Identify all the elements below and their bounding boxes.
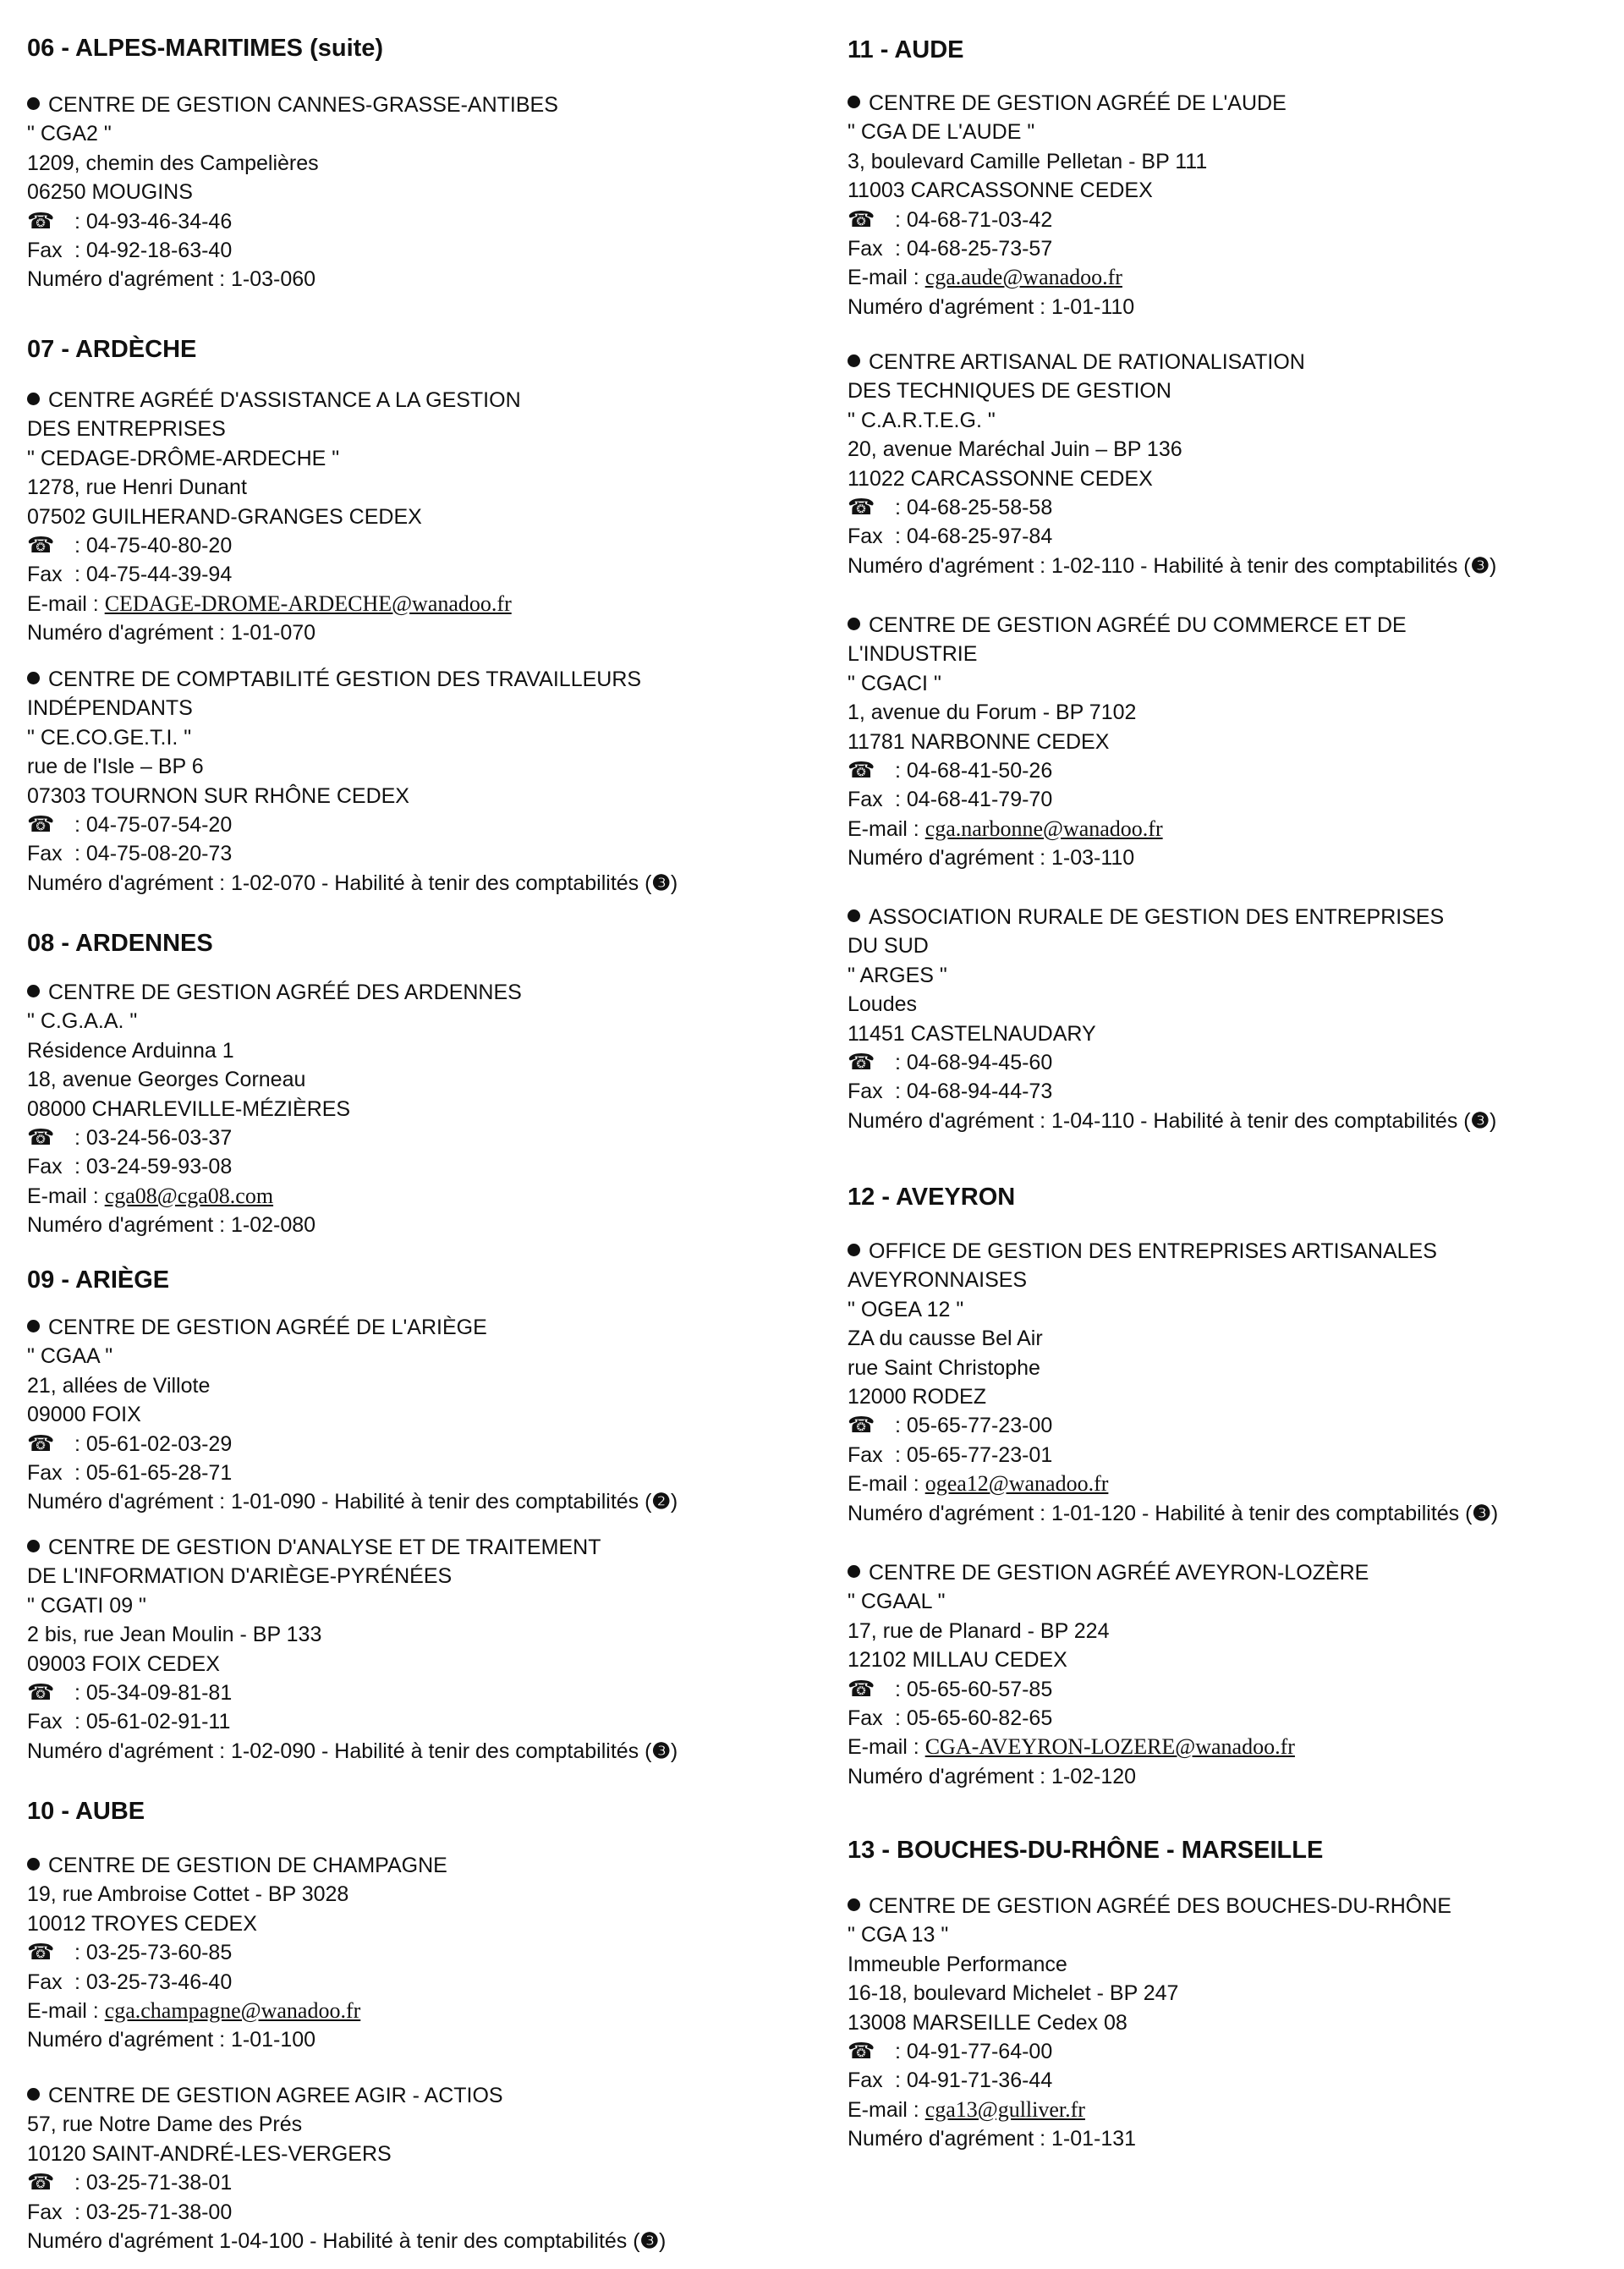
entry-agrement: Numéro d'agrément : 1-02-120: [848, 1764, 1137, 1788]
entry-address: 2 bis, rue Jean Moulin - BP 133: [27, 1623, 322, 1647]
entry-acronym: " CEDAGE-DRÔME-ARDECHE ": [27, 446, 340, 470]
email-label: E-mail :: [848, 266, 919, 290]
telephone-icon: ☎: [27, 811, 55, 838]
entry-address: rue Saint Christophe: [848, 1355, 1040, 1380]
entry-fax: : 04-68-41-79-70: [895, 788, 1053, 812]
entry-address: 18, avenue Georges Corneau: [27, 1068, 306, 1092]
entry-fax: : 05-65-60-82-65: [895, 1706, 1053, 1731]
entry-address: 08000 CHARLEVILLE-MÉZIÈRES: [27, 1096, 351, 1121]
entry-phone: : 04-91-77-64-00: [895, 2040, 1053, 2064]
entry-name: CENTRE DE GESTION AGRÉÉ AVEYRON-LOZÈRE: [869, 1561, 1369, 1585]
fax-label: Fax: [27, 239, 63, 263]
fax-label: Fax: [848, 1080, 883, 1104]
entry-name: CENTRE DE GESTION AGRÉÉ DES BOUCHES-DU-RHÔNE: [869, 1894, 1451, 1918]
directory-entry: [27, 91, 822, 294]
directory-entry: [27, 665, 822, 898]
accounting-mark: ❸: [651, 871, 671, 895]
bullet-icon: [27, 97, 40, 110]
section-08: [27, 929, 822, 958]
entry-address: Loudes: [848, 992, 918, 1017]
telephone-icon: ☎: [848, 1675, 875, 1701]
entry-fax: : 04-68-25-97-84: [895, 525, 1053, 549]
entry-fax: : 05-61-65-28-71: [74, 1461, 233, 1486]
telephone-icon: ☎: [848, 1049, 875, 1075]
entry-phone: : 04-68-71-03-42: [895, 207, 1053, 232]
fax-label: Fax: [848, 237, 883, 261]
telephone-icon: ☎: [27, 1430, 55, 1456]
entry-name: CENTRE DE GESTION AGRÉÉ DU COMMERCE ET DE: [869, 613, 1407, 637]
entry-address: 1209, chemin des Campelières: [27, 151, 319, 175]
entry-phone: : 03-25-73-60-85: [74, 1941, 233, 1965]
directory-entry: [27, 1851, 822, 2055]
telephone-icon: ☎: [27, 532, 55, 558]
entry-agrement: Numéro d'agrément : 1-02-070 - Habilité à tenir des comptabilités (: [27, 871, 652, 895]
agrement-close: ): [670, 1490, 678, 1514]
entry-name: OFFICE DE GESTION DES ENTREPRISES ARTISANALES: [869, 1239, 1437, 1263]
email-label: E-mail :: [848, 816, 919, 841]
entry-address: 13008 MARSEILLE Cedex 08: [848, 2010, 1127, 2035]
email-link[interactable]: cga08@cga08.com: [104, 1183, 274, 1208]
accounting-mark: ❸: [639, 2229, 659, 2254]
email-label: E-mail :: [27, 1184, 99, 1208]
email-link[interactable]: CEDAGE-DROME-ARDECHE@wanadoo.fr: [104, 591, 512, 616]
bullet-icon: [27, 393, 40, 405]
directory-entry: [848, 348, 1624, 580]
agrement-close: ): [658, 2229, 667, 2254]
email-link[interactable]: cga.aude@wanadoo.fr: [924, 265, 1122, 290]
telephone-icon: ☎: [848, 494, 875, 520]
section-title: 11 - AUDE: [848, 36, 964, 63]
entry-phone: : 04-68-25-58-58: [895, 496, 1053, 520]
directory-entry: [848, 903, 1624, 1135]
accounting-mark: ❷: [651, 1490, 671, 1514]
entry-agrement: Numéro d'agrément : 1-02-110 - Habilité à tenir des comptabilités (: [848, 553, 1471, 578]
entry-name: CENTRE DE GESTION AGRÉÉ DES ARDENNES: [48, 981, 522, 1004]
directory-entry: [848, 611, 1624, 873]
entry-agrement: Numéro d'agrément : 1-01-131: [848, 2127, 1137, 2151]
entry-agrement: Numéro d'agrément : 1-01-090 - Habilité à tenir des comptabilités (: [27, 1490, 652, 1514]
entry-acronym: " CGACI ": [848, 671, 941, 695]
directory-entry: [27, 2081, 822, 2255]
bullet-icon: [848, 1898, 860, 1911]
bullet-icon: [27, 985, 40, 997]
entry-address: 21, allées de Villote: [27, 1373, 211, 1398]
section-title: 08 - ARDENNES: [27, 930, 213, 957]
directory-entry: [848, 1892, 1624, 2154]
email-label: E-mail :: [848, 1735, 919, 1760]
entry-address: 11022 CARCASSONNE CEDEX: [848, 466, 1153, 491]
entry-address: 11003 CARCASSONNE CEDEX: [848, 179, 1153, 203]
entry-address: 16-18, boulevard Michelet - BP 247: [848, 1981, 1179, 2006]
agrement-close: ): [670, 871, 678, 895]
entry-fax: : 04-68-25-73-57: [895, 237, 1053, 261]
section-title: 10 - AUBE: [27, 1798, 145, 1825]
entry-name: CENTRE DE GESTION DE CHAMPAGNE: [48, 1854, 447, 1877]
telephone-icon: ☎: [27, 1939, 55, 1965]
entry-agrement: Numéro d'agrément : 1-02-090 - Habilité à tenir des comptabilités (: [27, 1739, 652, 1763]
entry-phone: : 03-24-56-03-37: [74, 1126, 233, 1151]
entry-name: CENTRE DE GESTION D'ANALYSE ET DE TRAITEMENT: [48, 1536, 601, 1559]
entry-address: Résidence Arduinna 1: [27, 1038, 234, 1063]
entry-acronym: " C.A.R.T.E.G. ": [848, 408, 996, 432]
section-title: 06 - ALPES-MARITIMES (suite): [27, 35, 384, 62]
section-title: 12 - AVEYRON: [848, 1184, 1016, 1211]
email-label: E-mail :: [848, 2097, 919, 2122]
entry-fax: : 03-25-71-38-00: [74, 2200, 233, 2224]
entry-phone: : 05-65-60-57-85: [895, 1677, 1053, 1701]
entry-acronym: " CGA2 ": [27, 122, 112, 146]
entry-address: 17, rue de Planard - BP 224: [848, 1618, 1110, 1643]
email-link[interactable]: cga.narbonne@wanadoo.fr: [924, 816, 1163, 841]
entry-agrement: Numéro d'agrément : 1-03-060: [27, 267, 316, 292]
directory-entry: [27, 1313, 822, 1517]
entry-name: ASSOCIATION RURALE DE GESTION DES ENTREPRISES: [869, 905, 1445, 929]
telephone-icon: ☎: [848, 1412, 875, 1438]
accounting-mark: ❸: [651, 1739, 671, 1763]
section-12: [848, 1183, 1624, 1211]
entry-name: L'INDUSTRIE: [848, 642, 978, 667]
section-10: [27, 1797, 822, 1826]
agrement-close: ): [1490, 1108, 1497, 1133]
entry-name: AVEYRONNAISES: [848, 1268, 1028, 1293]
entry-acronym: " C.G.A.A. ": [27, 1009, 138, 1034]
entry-fax: : 05-61-02-91-11: [74, 1710, 231, 1734]
entry-name: DU SUD: [848, 934, 929, 959]
entry-phone: : 04-68-41-50-26: [895, 759, 1053, 783]
section-11: [848, 36, 1624, 64]
email-label: E-mail :: [848, 1472, 919, 1497]
entry-name: CENTRE DE GESTION AGRÉÉ DE L'ARIÈGE: [48, 1316, 487, 1339]
section-title: 09 - ARIÈGE: [27, 1266, 170, 1294]
entry-acronym: " CGA DE L'AUDE ": [848, 120, 1035, 145]
email-link[interactable]: cga.champagne@wanadoo.fr: [104, 1998, 361, 2024]
entry-name: CENTRE DE COMPTABILITÉ GESTION DES TRAVAILLEURS: [48, 668, 642, 691]
agrement-close: ): [1490, 1501, 1499, 1525]
telephone-icon: ☎: [27, 1124, 55, 1151]
bullet-icon: [27, 672, 40, 684]
entry-phone: : 05-34-09-81-81: [74, 1681, 233, 1706]
bullet-icon: [848, 1244, 860, 1256]
entry-agrement: Numéro d'agrément : 1-03-110: [848, 846, 1135, 871]
email-link[interactable]: ogea12@wanadoo.fr: [924, 1471, 1109, 1497]
fax-label: Fax: [27, 1461, 63, 1486]
entry-agrement: Numéro d'agrément : 1-04-110 - Habilité à tenir des comptabilités (: [848, 1108, 1471, 1133]
entry-address: 11451 CASTELNAUDARY: [848, 1021, 1096, 1046]
entry-address: 1, avenue du Forum - BP 7102: [848, 700, 1137, 725]
entry-fax: : 04-92-18-63-40: [74, 239, 233, 263]
entry-phone: : 05-61-02-03-29: [74, 1431, 233, 1456]
entry-fax: : 03-25-73-46-40: [74, 1970, 233, 1994]
entry-name: CENTRE DE GESTION AGREE AGIR - ACTIOS: [48, 2084, 503, 2107]
entry-fax: : 04-75-08-20-73: [74, 842, 233, 866]
bullet-icon: [848, 354, 860, 367]
entry-name: DES TECHNIQUES DE GESTION: [848, 379, 1171, 404]
section-title: 07 - ARDÈCHE: [27, 336, 197, 363]
entry-fax: : 03-24-59-93-08: [74, 1155, 233, 1179]
directory-entry: [848, 89, 1624, 321]
entry-address: 06250 MOUGINS: [27, 180, 193, 205]
entry-address: 10012 TROYES CEDEX: [27, 1911, 257, 1936]
bullet-icon: [848, 1565, 860, 1578]
entry-fax: : 04-75-44-39-94: [74, 563, 233, 587]
entry-address: 57, rue Notre Dame des Prés: [27, 2112, 303, 2137]
entry-name: CENTRE AGRÉÉ D'ASSISTANCE A LA GESTION: [48, 388, 521, 412]
telephone-icon: ☎: [848, 757, 875, 783]
fax-label: Fax: [27, 1155, 63, 1179]
entry-agrement: Numéro d'agrément : 1-01-110: [848, 294, 1135, 319]
fax-label: Fax: [848, 2068, 883, 2093]
bullet-icon: [27, 1858, 40, 1871]
accounting-mark: ❸: [1472, 1501, 1491, 1525]
entry-address: 10120 SAINT-ANDRÉ-LES-VERGERS: [27, 2141, 392, 2166]
fax-label: Fax: [27, 1710, 63, 1734]
entry-acronym: " OGEA 12 ": [848, 1297, 964, 1321]
telephone-icon: ☎: [848, 2038, 875, 2064]
entry-name: DES ENTREPRISES: [27, 417, 226, 442]
fax-label: Fax: [848, 1442, 883, 1467]
entry-name: CENTRE DE GESTION CANNES-GRASSE-ANTIBES: [48, 93, 558, 117]
entry-acronym: " CGAA ": [27, 1344, 113, 1369]
entry-phone: : 04-75-40-80-20: [74, 534, 233, 558]
entry-address: 09000 FOIX: [27, 1403, 141, 1427]
entry-address: 20, avenue Maréchal Juin – BP 136: [848, 437, 1182, 462]
entry-address: 19, rue Ambroise Cottet - BP 3028: [27, 1882, 349, 1907]
entry-fax: : 05-65-77-23-01: [895, 1442, 1053, 1467]
entry-phone: : 03-25-71-38-01: [74, 2171, 233, 2195]
entry-name: CENTRE DE GESTION AGRÉÉ DE L'AUDE: [869, 91, 1287, 115]
entry-name: DE L'INFORMATION D'ARIÈGE-PYRÉNÉES: [27, 1564, 453, 1589]
email-label: E-mail :: [27, 591, 99, 616]
bullet-icon: [848, 909, 860, 922]
bullet-icon: [27, 2088, 40, 2101]
entry-phone: : 05-65-77-23-00: [895, 1414, 1053, 1438]
section-06: [27, 34, 822, 63]
section-title: 13 - BOUCHES-DU-RHÔNE - MARSEILLE: [848, 1837, 1324, 1864]
accounting-mark: ❸: [1470, 553, 1490, 578]
telephone-icon: ☎: [848, 206, 875, 232]
bullet-icon: [27, 1320, 40, 1332]
entry-agrement: Numéro d'agrément : 1-01-070: [27, 621, 316, 646]
entry-address: 12000 RODEZ: [848, 1385, 986, 1409]
section-13: [848, 1836, 1624, 1865]
agrement-close: ): [1490, 553, 1497, 578]
telephone-icon: ☎: [27, 207, 55, 233]
directory-entry: [27, 386, 822, 648]
entry-name: CENTRE ARTISANAL DE RATIONALISATION: [869, 350, 1305, 374]
entry-address: 11781 NARBONNE CEDEX: [848, 729, 1110, 754]
directory-entry: [27, 978, 822, 1240]
directory-entry: [848, 1237, 1624, 1528]
entry-agrement: Numéro d'agrément 1-04-100 - Habilité à tenir des comptabilités (: [27, 2229, 640, 2254]
telephone-icon: ☎: [27, 1679, 55, 1706]
fax-label: Fax: [27, 2200, 63, 2224]
entry-phone: : 04-75-07-54-20: [74, 813, 233, 838]
entry-acronym: " ARGES ": [848, 963, 947, 987]
entry-agrement: Numéro d'agrément : 1-02-080: [27, 1213, 316, 1238]
email-label: E-mail :: [27, 1999, 99, 2024]
entry-agrement: Numéro d'agrément : 1-01-100: [27, 2028, 316, 2052]
entry-acronym: " CGA 13 ": [848, 1923, 949, 1948]
entry-name: INDÉPENDANTS: [27, 696, 193, 721]
directory-entry: [27, 1533, 822, 1766]
directory-entry: [848, 1558, 1624, 1791]
entry-phone: : 04-68-94-45-60: [895, 1051, 1053, 1075]
entry-phone: : 04-93-46-34-46: [74, 209, 233, 233]
entry-address: rue de l'Isle – BP 6: [27, 755, 204, 779]
entry-address: 09003 FOIX CEDEX: [27, 1651, 220, 1676]
fax-label: Fax: [27, 842, 63, 866]
entry-address: 3, boulevard Camille Pelletan - BP 111: [848, 149, 1208, 173]
section-07: [27, 335, 822, 364]
fax-label: Fax: [848, 788, 883, 812]
fax-label: Fax: [27, 1970, 63, 1994]
entry-agrement: Numéro d'agrément : 1-01-120 - Habilité à tenir des comptabilités (: [848, 1501, 1473, 1525]
entry-address: 1278, rue Henri Dunant: [27, 475, 247, 500]
fax-label: Fax: [848, 525, 883, 549]
entry-fax: : 04-68-94-44-73: [895, 1080, 1053, 1104]
entry-address: 07502 GUILHERAND-GRANGES CEDEX: [27, 504, 422, 529]
email-link[interactable]: cga13@gulliver.fr: [924, 2096, 1085, 2122]
entry-address: ZA du causse Bel Air: [848, 1327, 1043, 1351]
telephone-icon: ☎: [27, 2169, 55, 2195]
entry-address: Immeuble Performance: [848, 1952, 1067, 1976]
email-link[interactable]: CGA-AVEYRON-LOZERE@wanadoo.fr: [924, 1734, 1295, 1760]
section-09: [27, 1266, 822, 1294]
entry-acronym: " CGAAL ": [848, 1590, 946, 1614]
bullet-icon: [27, 1540, 40, 1552]
bullet-icon: [848, 618, 860, 630]
fax-label: Fax: [27, 563, 63, 587]
accounting-mark: ❸: [1470, 1108, 1490, 1133]
fax-label: Fax: [848, 1706, 883, 1731]
bullet-icon: [848, 96, 860, 108]
agrement-close: ): [670, 1739, 678, 1763]
entry-address: 12102 MILLAU CEDEX: [848, 1648, 1067, 1673]
entry-fax: : 04-91-71-36-44: [895, 2068, 1053, 2093]
entry-acronym: " CE.CO.GE.T.I. ": [27, 725, 192, 750]
entry-acronym: " CGATI 09 ": [27, 1593, 146, 1618]
entry-address: 07303 TOURNON SUR RHÔNE CEDEX: [27, 783, 409, 808]
